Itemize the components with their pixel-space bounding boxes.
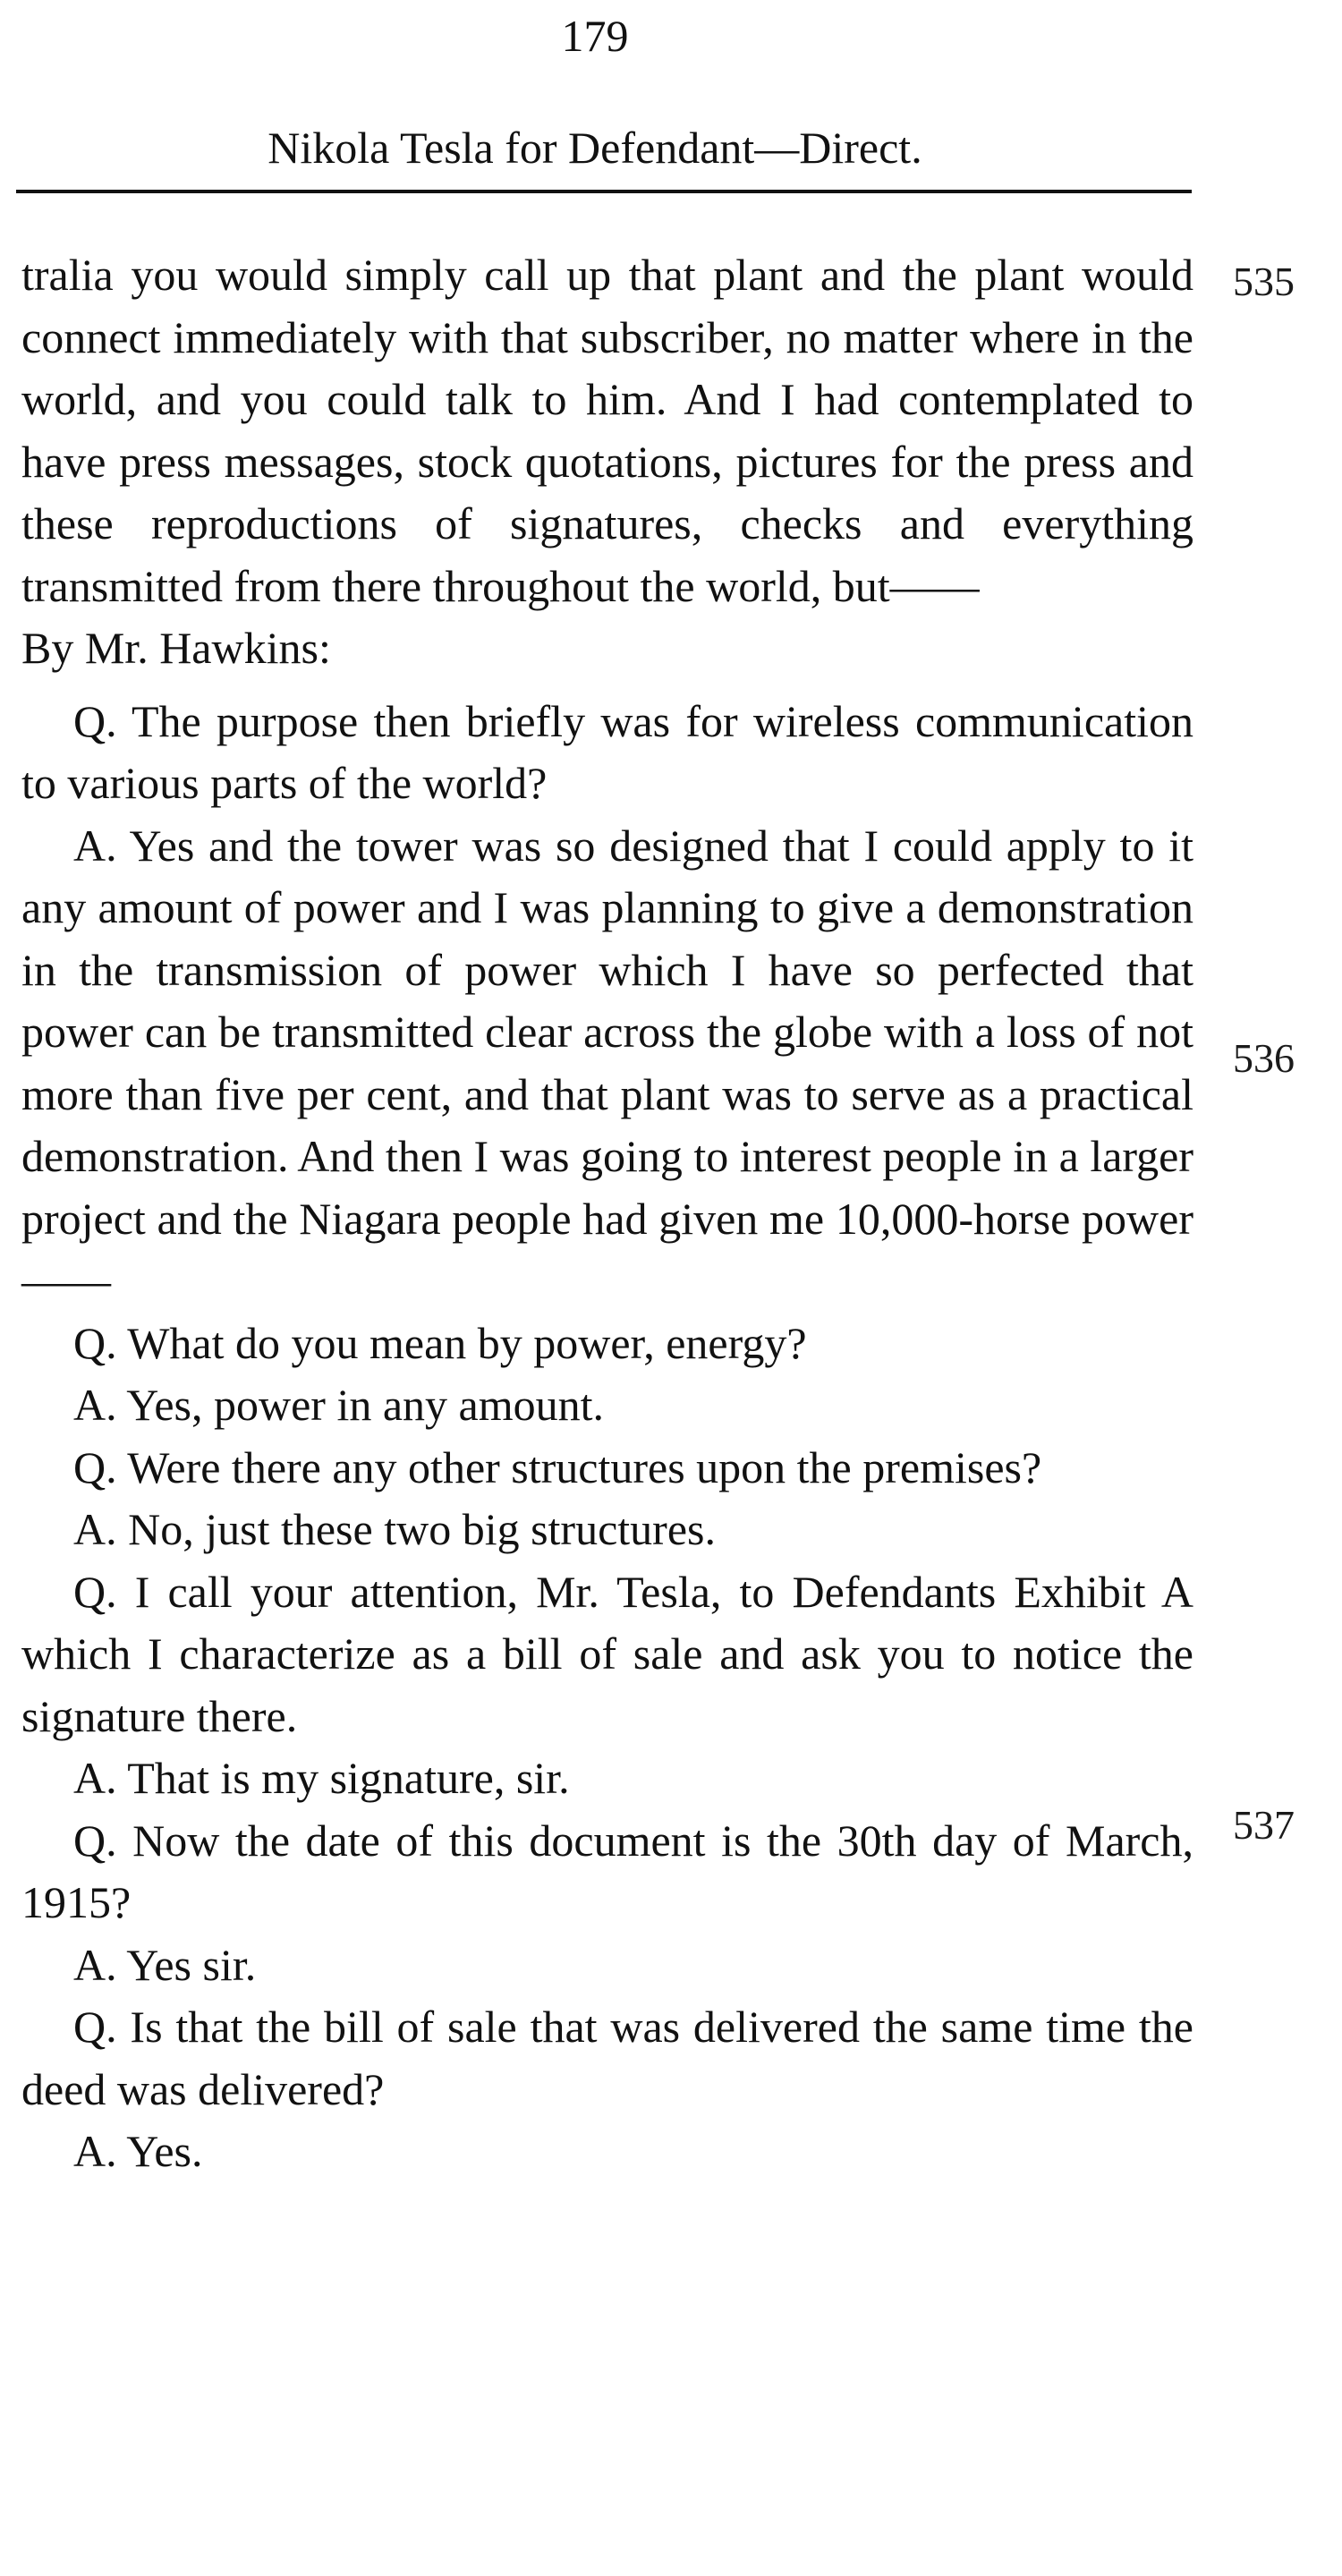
testimony-text [21,244,1193,2183]
answer: A. Yes sir. [73,1939,257,1990]
answer: A. Yes. [73,2126,203,2176]
margin-line-number: 535 [1233,259,1295,304]
answer: A. That is my signature, sir. [73,1753,570,1803]
testimony-paragraph: tralia you would simply call up that plant and the plant would connect immediately with that subscriber, no matter where in the world, and you could talk to him. And I had contemplated to have press messages, stock quotations, pictures for the press and these reproductions of signatures, checks and everything transmitted from there throughout the world, but—— [21,250,1193,611]
answer: A. Yes, power in any amount. [73,1380,605,1430]
question: Q. Is that the bill of sale that was delivered the same time the deed was delivered? [21,2002,1193,2114]
question: Q. The purpose then briefly was for wireless communication to various parts of the world? [21,695,1193,808]
page-number: 179 [561,11,629,61]
examiner-heading: By Mr. Hawkins: [21,623,331,673]
header-rule [16,190,1192,193]
answer: A. Yes and the tower was so designed that I could apply to it any amount of power and I was planning to give a demonstration in the transmission of power which I have so perfected that power can be transmitted clear across the globe with a loss of not more than five per cent, and that plant was to serve as a practical demonstration. And then I was going to interest people in a larger project and the Niagara people had given me 10,000-horse power—— [21,820,1193,1305]
question: Q. Were there any other structures upon the premises? [73,1441,1042,1492]
margin-line-number: 537 [1233,1802,1295,1848]
question: Q. I call your attention, Mr. Tesla, to Defendants Exhibit A which I characterize as a bill of sale and ask you to notice the signature there. [21,1566,1193,1741]
running-head: Nikola Tesla for Defendant—Direct. [268,123,922,173]
margin-line-number: 536 [1233,1035,1295,1081]
question: Q. Now the date of this document is the 30th day of March, 1915? [21,1815,1193,1927]
answer: A. No, just these two big structures. [73,1504,716,1554]
question: Q. What do you mean by power, energy? [73,1317,807,1368]
